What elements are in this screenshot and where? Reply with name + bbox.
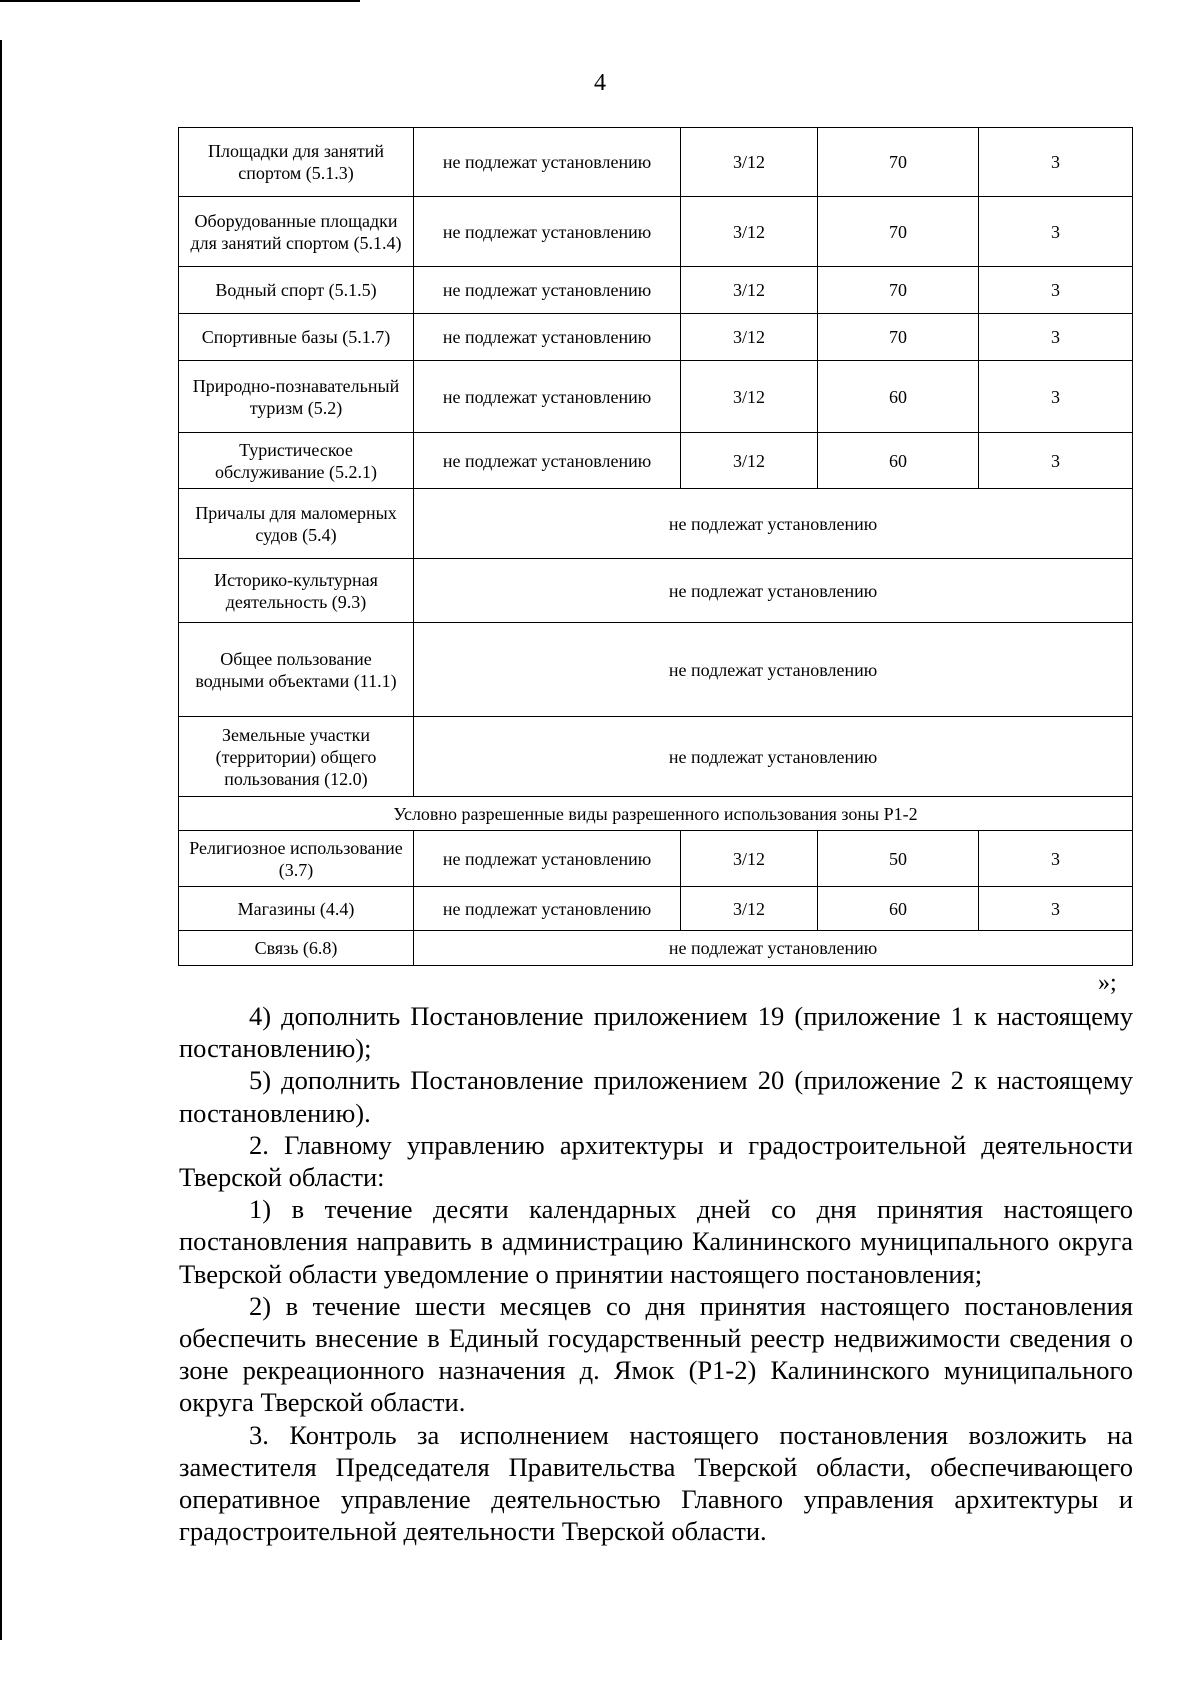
section-header-cell: Условно разрешенные виды разрешенного использования зоны Р1-2 — [179, 797, 1133, 831]
table-row — [179, 559, 1133, 623]
value-cell: 3 — [979, 197, 1133, 267]
paragraph-section-3: 3. Контроль за исполнением настоящего постановления возложить на заместителя Председателя Правительства Тверской области, обеспечивающего оперативное управление деятельностью Главного управления архитектуры и градостроительной деятельности Тверской области. — [179, 1419, 1133, 1547]
value-cell: не подлежат установлению — [414, 361, 681, 433]
paragraph-item-5: 5) дополнить Постановление приложением 20 (приложение 2 к настоящему постановлению). — [179, 1065, 1133, 1128]
use-type-cell: Спортивные базы (5.1.7) — [179, 314, 414, 361]
table-row — [179, 623, 1133, 717]
value-cell: не подлежат установлению — [414, 314, 681, 361]
value-cell: 70 — [818, 197, 979, 267]
value-cell: 3/12 — [681, 314, 818, 361]
value-cell: 3/12 — [681, 433, 818, 489]
use-type-cell: Земельные участки (территории) общего пользования (12.0) — [179, 717, 414, 797]
value-cell: не подлежат установлению — [414, 128, 681, 197]
table-row — [179, 361, 1133, 433]
use-type-cell: Религиозное использование (3.7) — [179, 831, 414, 887]
use-type-cell: Водный спорт (5.1.5) — [179, 267, 414, 314]
table-row — [179, 797, 1133, 831]
merged-value-cell: не подлежат установлению — [414, 623, 1133, 717]
zones-table — [178, 127, 1133, 966]
closing-quote: »; — [1098, 970, 1117, 996]
value-cell: 3 — [979, 361, 1133, 433]
value-cell: не подлежат установлению — [414, 267, 681, 314]
use-type-cell: Туристическое обслуживание (5.2.1) — [179, 433, 414, 489]
paragraph-section-2-item-1: 1) в течение десяти календарных дней со дня принятия настоящего постановления направить в администрацию Калининского муниципального округа Тверской области уведомление о принятии настоящего постановления; — [179, 1194, 1133, 1289]
use-type-cell: Оборудованные площадки для занятий спортом (5.1.4) — [179, 197, 414, 267]
value-cell: 3/12 — [681, 267, 818, 314]
value-cell: не подлежат установлению — [414, 433, 681, 489]
merged-value-cell: не подлежат установлению — [414, 931, 1133, 966]
paragraph-item-4: 4) дополнить Постановление приложением 19 (приложение 1 к настоящему постановлению); — [179, 1001, 1133, 1064]
table-row — [179, 197, 1133, 267]
value-cell: 60 — [818, 887, 979, 931]
use-type-cell: Связь (6.8) — [179, 931, 414, 966]
table-row — [179, 314, 1133, 361]
value-cell: 60 — [818, 361, 979, 433]
value-cell: 3 — [979, 314, 1133, 361]
value-cell: 3/12 — [681, 197, 818, 267]
table-row — [179, 267, 1133, 314]
value-cell: 3 — [979, 128, 1133, 197]
use-type-cell: Историко-культурная деятельность (9.3) — [179, 559, 414, 623]
page-number: 4 — [594, 70, 606, 96]
table-row — [179, 831, 1133, 887]
value-cell: 70 — [818, 128, 979, 197]
use-type-cell: Общее пользование водными объектами (11.1) — [179, 623, 414, 717]
value-cell: 60 — [818, 433, 979, 489]
value-cell: 70 — [818, 314, 979, 361]
value-cell: 3 — [979, 433, 1133, 489]
value-cell: 70 — [818, 267, 979, 314]
value-cell: 3 — [979, 831, 1133, 887]
value-cell: не подлежат установлению — [414, 197, 681, 267]
value-cell: 50 — [818, 831, 979, 887]
use-type-cell: Природно-познавательный туризм (5.2) — [179, 361, 414, 433]
value-cell: 3/12 — [681, 128, 818, 197]
table-row — [179, 433, 1133, 489]
table-row — [179, 489, 1133, 559]
value-cell: 3 — [979, 267, 1133, 314]
table-row — [179, 128, 1133, 197]
table-row — [179, 717, 1133, 797]
value-cell: не подлежат установлению — [414, 887, 681, 931]
paragraph-section-2-item-2: 2) в течение шести месяцев со дня принятия настоящего постановления обеспечить внесение в Единый государственный реестр недвижимости сведения о зоне рекреационного назначения д. Ямок (Р1-2) Калининского муниципального округа Тверской области. — [179, 1290, 1133, 1418]
table-row — [179, 887, 1133, 931]
use-type-cell: Площадки для занятий спортом (5.1.3) — [179, 128, 414, 197]
paragraph-section-2: 2. Главному управлению архитектуры и градостроительной деятельности Тверской области: — [179, 1129, 1133, 1193]
value-cell: 3/12 — [681, 361, 818, 433]
scan-edge-left — [0, 40, 2, 1640]
body-text — [179, 1000, 1133, 1547]
value-cell: 3/12 — [681, 831, 818, 887]
scan-edge-top — [0, 0, 360, 2]
value-cell: 3 — [979, 887, 1133, 931]
merged-value-cell: не подлежат установлению — [414, 489, 1133, 559]
table-row — [179, 931, 1133, 966]
value-cell: не подлежат установлению — [414, 831, 681, 887]
value-cell: 3/12 — [681, 887, 818, 931]
merged-value-cell: не подлежат установлению — [414, 717, 1133, 797]
use-type-cell: Причалы для маломерных судов (5.4) — [179, 489, 414, 559]
use-type-cell: Магазины (4.4) — [179, 887, 414, 931]
merged-value-cell: не подлежат установлению — [414, 559, 1133, 623]
